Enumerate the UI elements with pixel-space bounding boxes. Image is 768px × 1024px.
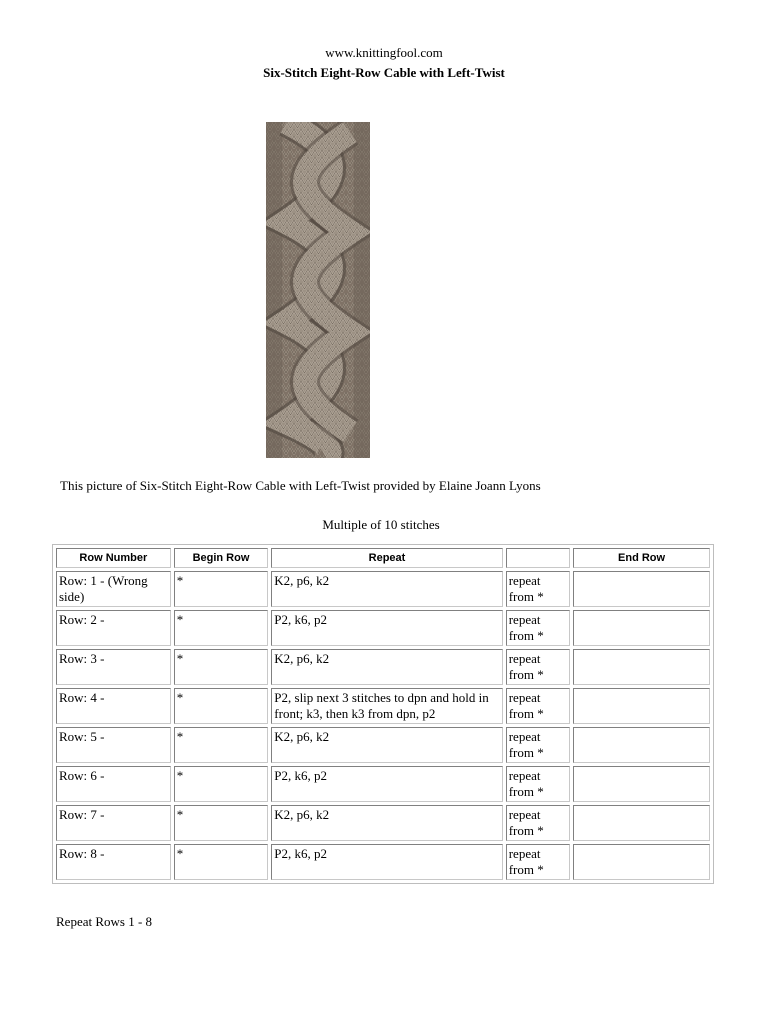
header-end-row: End Row (573, 548, 710, 568)
site-url: www.knittingfool.com (325, 45, 443, 60)
begin-row-cell: * (174, 571, 269, 607)
row-number-cell: Row: 3 - (56, 649, 171, 685)
header-blank (506, 548, 570, 568)
table-row (56, 844, 710, 880)
begin-row-cell: * (174, 805, 269, 841)
repeat-cell: P2, k6, p2 (271, 610, 502, 646)
repeat-note-cell: repeat from * (506, 844, 570, 880)
table-row (56, 571, 710, 607)
row-number-cell: Row: 2 - (56, 610, 171, 646)
repeat-note-cell: repeat from * (506, 610, 570, 646)
row-number-cell: Row: 5 - (56, 727, 171, 763)
begin-row-cell: * (174, 610, 269, 646)
repeat-cell: K2, p6, k2 (271, 571, 502, 607)
end-row-cell (573, 766, 710, 802)
row-number-cell: Row: 8 - (56, 844, 171, 880)
repeat-note-cell: repeat from * (506, 727, 570, 763)
begin-row-cell: * (174, 766, 269, 802)
stitch-multiple: Multiple of 10 stitches (322, 517, 440, 532)
photo-credit: This picture of Six-Stitch Eight-Row Cable with Left-Twist provided by Elaine Joann Lyons (60, 478, 541, 493)
row-number-cell: Row: 4 - (56, 688, 171, 724)
begin-row-cell: * (174, 649, 269, 685)
table-row (56, 805, 710, 841)
page-title: Six-Stitch Eight-Row Cable with Left-Twist (263, 65, 505, 80)
cable-knit-image (266, 122, 370, 458)
repeat-note-cell: repeat from * (506, 571, 570, 607)
end-row-cell (573, 805, 710, 841)
repeat-cell: P2, slip next 3 stitches to dpn and hold in front; k3, then k3 from dpn, p2 (271, 688, 502, 724)
table-row (56, 727, 710, 763)
begin-row-cell: * (174, 688, 269, 724)
table-row (56, 766, 710, 802)
row-number-cell: Row: 6 - (56, 766, 171, 802)
repeat-cell: P2, k6, p2 (271, 844, 502, 880)
repeat-instruction: Repeat Rows 1 - 8 (56, 914, 153, 929)
row-number-cell: Row: 7 - (56, 805, 171, 841)
row-number-cell: Row: 1 - (Wrong side) (56, 571, 171, 607)
end-row-cell (573, 649, 710, 685)
end-row-cell (573, 727, 710, 763)
header-repeat: Repeat (271, 548, 502, 568)
end-row-cell (573, 610, 710, 646)
table-header-row (56, 548, 710, 568)
repeat-cell: K2, p6, k2 (271, 649, 502, 685)
pattern-table (52, 544, 714, 884)
repeat-cell: K2, p6, k2 (271, 727, 502, 763)
header-begin-row: Begin Row (174, 548, 269, 568)
end-row-cell (573, 844, 710, 880)
repeat-note-cell: repeat from * (506, 805, 570, 841)
table-row (56, 688, 710, 724)
repeat-note-cell: repeat from * (506, 688, 570, 724)
table-row (56, 610, 710, 646)
repeat-cell: K2, p6, k2 (271, 805, 502, 841)
end-row-cell (573, 688, 710, 724)
begin-row-cell: * (174, 844, 269, 880)
header-row-number: Row Number (56, 548, 171, 568)
cable-knit-photo (266, 122, 370, 458)
begin-row-cell: * (174, 727, 269, 763)
repeat-cell: P2, k6, p2 (271, 766, 502, 802)
repeat-note-cell: repeat from * (506, 766, 570, 802)
table-row (56, 649, 710, 685)
repeat-note-cell: repeat from * (506, 649, 570, 685)
end-row-cell (573, 571, 710, 607)
